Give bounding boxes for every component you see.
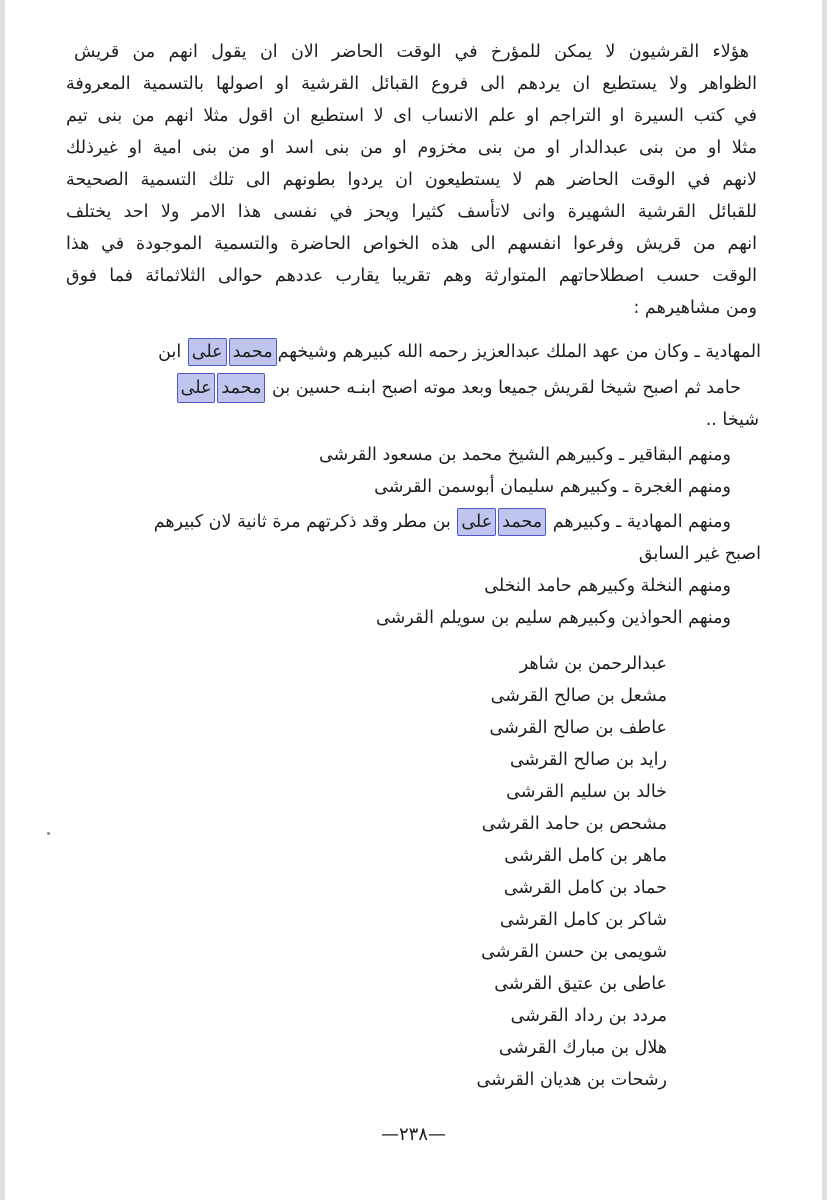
list-item: حماد بن كامل القرشى: [503, 878, 667, 898]
list-item: ومنهم النخلة وكبيرهم حامد النخلى: [484, 576, 731, 596]
list-item: رايد بن صالح القرشى: [509, 750, 667, 770]
text-line: شيخا ..: [705, 410, 759, 430]
highlighted-word[interactable]: على: [188, 338, 227, 366]
text-line: ومن مشاهيرهم :: [633, 298, 757, 318]
text-line: الوقت حسب اصطلاحاتهم المتوارثة وهم تقريبا يقارب عددهم حوالى الثلاثمائة فما فوق: [66, 266, 757, 286]
text-line: [176, 372, 741, 404]
page-left-edge: [0, 0, 5, 1200]
list-item: مشحص بن حامد القرشى: [481, 814, 667, 834]
list-item: مشعل بن صالح القرشى: [490, 686, 667, 706]
highlighted-word[interactable]: محمد: [217, 373, 265, 403]
text-line: مثلا او من بنى عبدالدار او من بنى مخزوم او من بنى اسد او من بنى امية او غيرذلك: [66, 138, 757, 158]
highlighted-word[interactable]: على: [457, 508, 496, 536]
text-line: الظواهر ولا يستطيع ان يردهم الى فروع القبائل القرشية او اصولها بالتسمية المعروفة: [66, 74, 757, 94]
text-line: [158, 336, 761, 368]
list-item: عاطى بن عتيق القرشى: [494, 974, 667, 994]
scan-speck: [47, 832, 50, 835]
highlighted-word[interactable]: محمد: [498, 508, 546, 536]
text-line: اصبح غير السابق: [638, 544, 761, 564]
text-line: للقبائل القرشية الشهيرة وانى لاتأسف كثيرا ويحز في نفسى هذا الامر ولا احد يختلف: [66, 202, 757, 222]
highlighted-word[interactable]: محمد: [229, 338, 277, 366]
list-item: ومنهم الغجرة ـ وكبيرهم سليمان أبوسمن القرشى: [374, 477, 731, 497]
text-segment: ابن: [158, 342, 182, 362]
list-item: ومنهم الحواذين وكبيرهم سليم بن سويلم القرشى: [376, 608, 731, 628]
text-segment: حامد ثم اصبح شيخا لقريش جميعا وبعد موته اصبح ابنـه حسين بن: [272, 378, 741, 398]
list-item: مردد بن رداد القرشى: [510, 1006, 667, 1026]
text-line: انهم من قريش وفرعوا انفسهم الى هذه الخواص الحاضرة والتسمية الموجودة في هذا: [66, 234, 757, 254]
page-right-edge: [822, 0, 827, 1200]
list-item: هلال بن مبارك القرشى: [498, 1038, 667, 1058]
text-line: هؤلاء القرشيون لا يمكن للمؤرخ في الوقت الحاضر الان ان يقول انهم من قريش: [74, 42, 749, 62]
text-segment: المهادية ـ وكان من عهد الملك عبدالعزيز رحمه الله كبيرهم وشيخهم: [277, 342, 761, 362]
list-item: ماهر بن كامل القرشى: [504, 846, 667, 866]
text-line: لانهم في الوقت الحاضر هم لا يستطيعون ان يردوا بطونهم الى تلك التسمية الصحيحة: [66, 170, 757, 190]
list-item: شاكر بن كامل القرشى: [499, 910, 667, 930]
list-item: عاطف بن صالح القرشى: [489, 718, 667, 738]
list-item: خالد بن سليم القرشى: [506, 782, 667, 802]
list-item: ومنهم البقاقير ـ وكبيرهم الشيخ محمد بن مسعود القرشى: [318, 445, 731, 465]
text-line: في كتب السيرة او التراجم او علم الانساب اى لا استطيع ان اقول مثلا انهم من بنى تيم: [66, 106, 757, 126]
list-item: عبدالرحمن بن شاهر: [519, 654, 667, 674]
list-item: [154, 506, 731, 538]
list-item: رشحات بن هديان القرشى: [476, 1070, 667, 1090]
highlighted-word[interactable]: على: [177, 373, 216, 403]
text-segment: ومنهم المهادية ـ وكبيرهم: [552, 512, 731, 532]
text-segment: بن مطر وقد ذكرتهم مرة ثانية لان كبيرهم: [153, 512, 451, 532]
list-item: شويمى بن حسن القرشى: [481, 942, 667, 962]
page-number: —٢٣٨—: [380, 1124, 446, 1145]
